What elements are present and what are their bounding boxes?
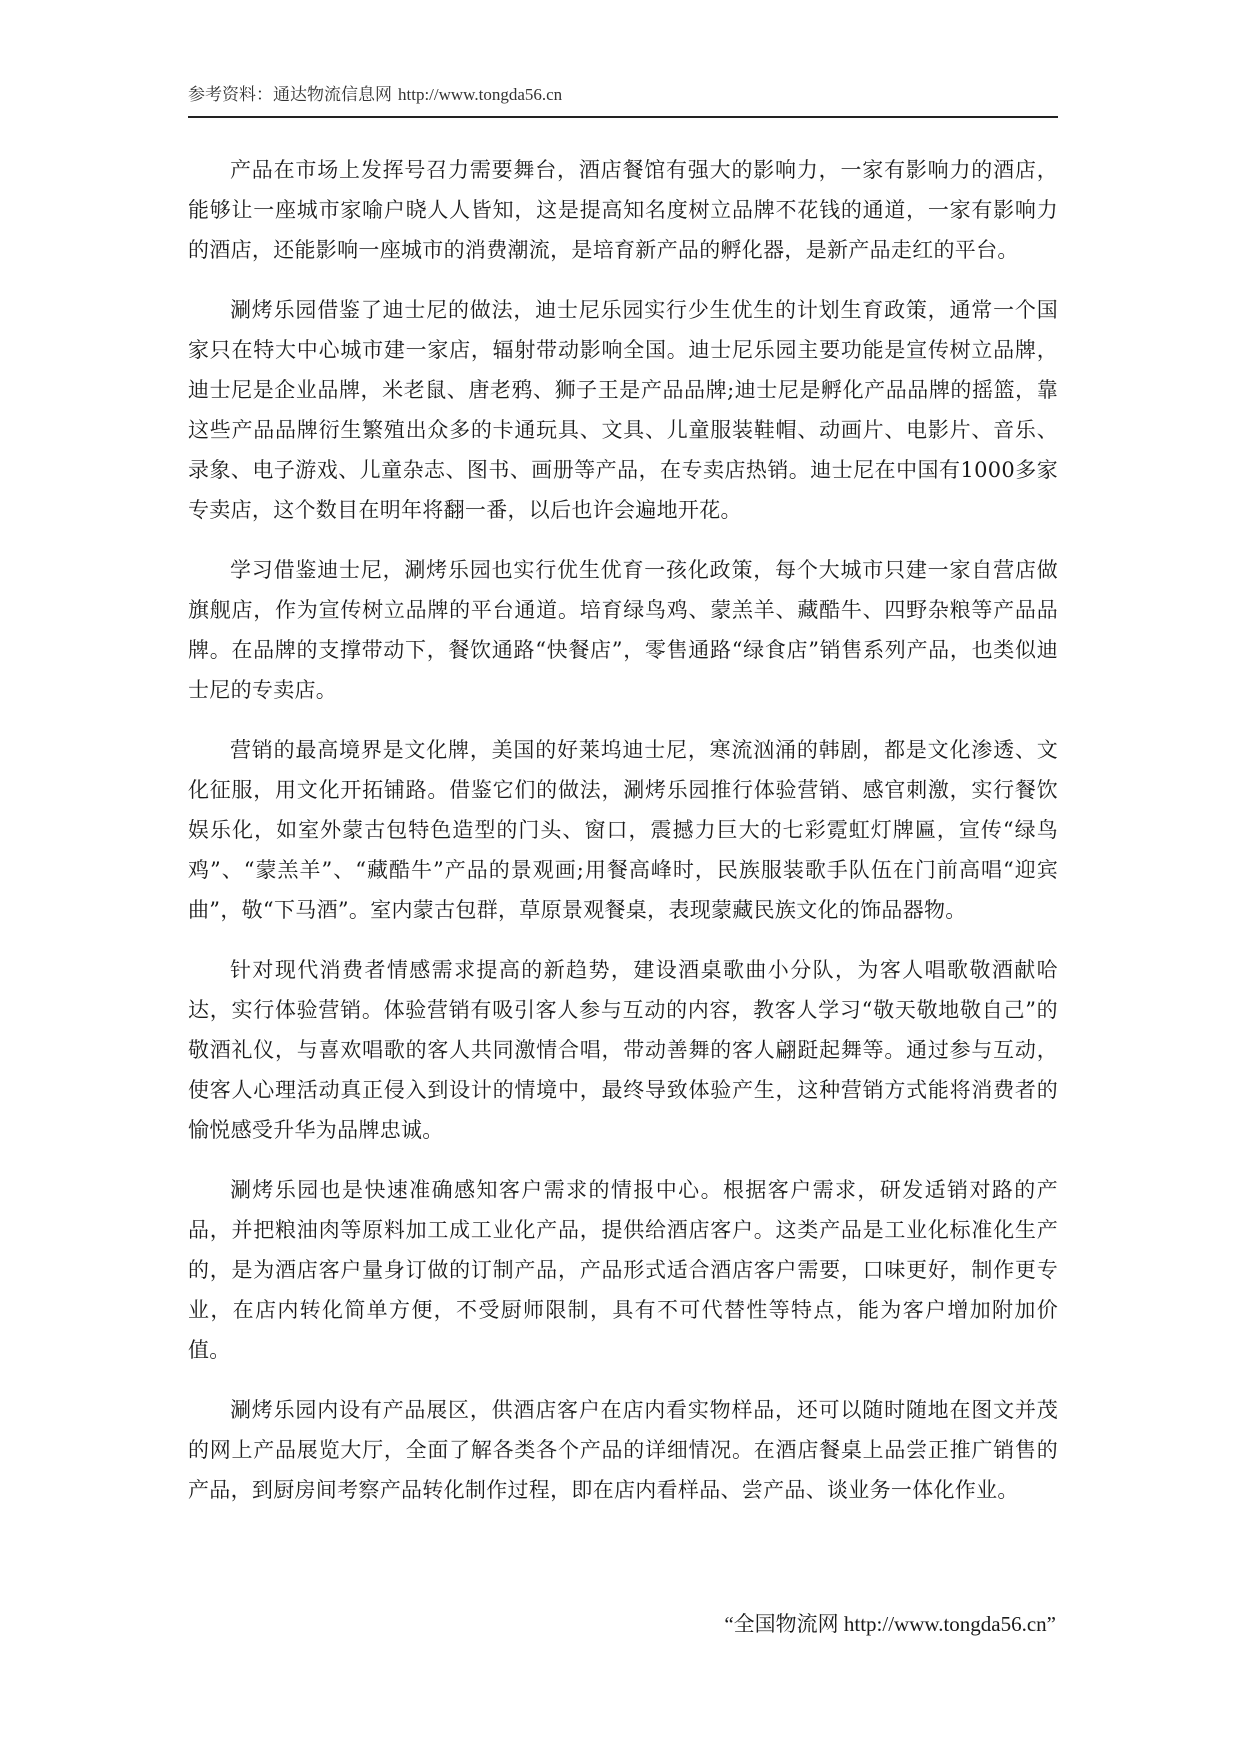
page-header (188, 84, 1058, 118)
paragraph-3: 学习借鉴迪士尼，涮烤乐园也实行优生优育一孩化政策，每个大城市只建一家自营店做旗舰店，作为宣传树立品牌的平台通道。培育绿鸟鸡、蒙羔羊、藏酷牛、四野杂粮等产品品牌。在品牌的支撑带动下，餐饮通路“快餐店”，零售通路“绿食店”销售系列产品，也类似迪士尼的专卖店。 (188, 558, 1058, 702)
paragraph-1: 产品在市场上发挥号召力需要舞台，酒店餐馆有强大的影响力，一家有影响力的酒店，能够让一座城市家喻户晓人人皆知，这是提高知名度树立品牌不花钱的通道，一家有影响力的酒店，还能影响一座城市的消费潮流，是培育新产品的孵化器，是新产品走红的平台。 (188, 158, 1058, 262)
paragraph-7: 涮烤乐园内设有产品展区，供酒店客户在店内看实物样品，还可以随时随地在图文并茂的网上产品展览大厅，全面了解各类各个产品的详细情况。在酒店餐桌上品尝正推广销售的产品，到厨房间考察产品转化制作过程，即在店内看样品、尝产品、谈业务一体化作业。 (188, 1398, 1058, 1502)
header-source-label: 参考资料：通达物流信息网 (188, 85, 392, 105)
document-body (188, 150, 1058, 1530)
header-source-link[interactable]: http://www.tongda56.cn (398, 85, 563, 104)
paragraph-4: 营销的最高境界是文化牌，美国的好莱坞迪士尼，寒流汹涌的韩剧，都是文化渗透、文化征服，用文化开拓铺路。借鉴它们的做法，涮烤乐园推行体验营销、感官刺激，实行餐饮娱乐化，如室外蒙古包特色造型的门头、窗口，震撼力巨大的七彩霓虹灯牌匾，宣传“绿鸟鸡”、“蒙羔羊”、“藏酷牛”产品的景观画;用餐高峰时，民族服装歌手队伍在门前高唱“迎宾曲”，敬“下马酒”。室内蒙古包群，草原景观餐桌，表现蒙藏民族文化的饰品器物。 (188, 738, 1058, 922)
paragraph-5: 针对现代消费者情感需求提高的新趋势，建设酒桌歌曲小分队，为客人唱歌敬酒献哈达，实行体验营销。体验营销有吸引客人参与互动的内容，教客人学习“敬天敬地敬自己”的敬酒礼仪，与喜欢唱歌的客人共同激情合唱，带动善舞的客人翩跹起舞等。通过参与互动，使客人心理活动真正侵入到设计的情境中，最终导致体验产生，这种营销方式能将消费者的愉悦感受升华为品牌忠诚。 (188, 958, 1058, 1142)
paragraph-6: 涮烤乐园也是快速准确感知客户需求的情报中心。根据客户需求，研发适销对路的产品，并把粮油肉等原料加工成工业化产品，提供给酒店客户。这类产品是工业化标准化生产的，是为酒店客户量身订做的订制产品，产品形式适合酒店客户需要，口味更好，制作更专业，在店内转化简单方便，不受厨师限制，具有不可代替性等特点，能为客户增加附加价值。 (188, 1178, 1058, 1362)
page-footer: “全国物流网 http://www.tongda56.cn” (724, 1612, 1056, 1636)
paragraph-2: 涮烤乐园借鉴了迪士尼的做法，迪士尼乐园实行少生优生的计划生育政策，通常一个国家只在特大中心城市建一家店，辐射带动影响全国。迪士尼乐园主要功能是宣传树立品牌，迪士尼是企业品牌，米老鼠、唐老鸦、狮子王是产品品牌;迪士尼是孵化产品品牌的摇篮，靠这些产品品牌衍生繁殖出众多的卡通玩具、文具、儿童服装鞋帽、动画片、电影片、音乐、录象、电子游戏、儿童杂志、图书、画册等产品，在专卖店热销。迪士尼在中国有1000多家专卖店，这个数目在明年将翻一番，以后也许会遍地开花。 (188, 298, 1058, 522)
